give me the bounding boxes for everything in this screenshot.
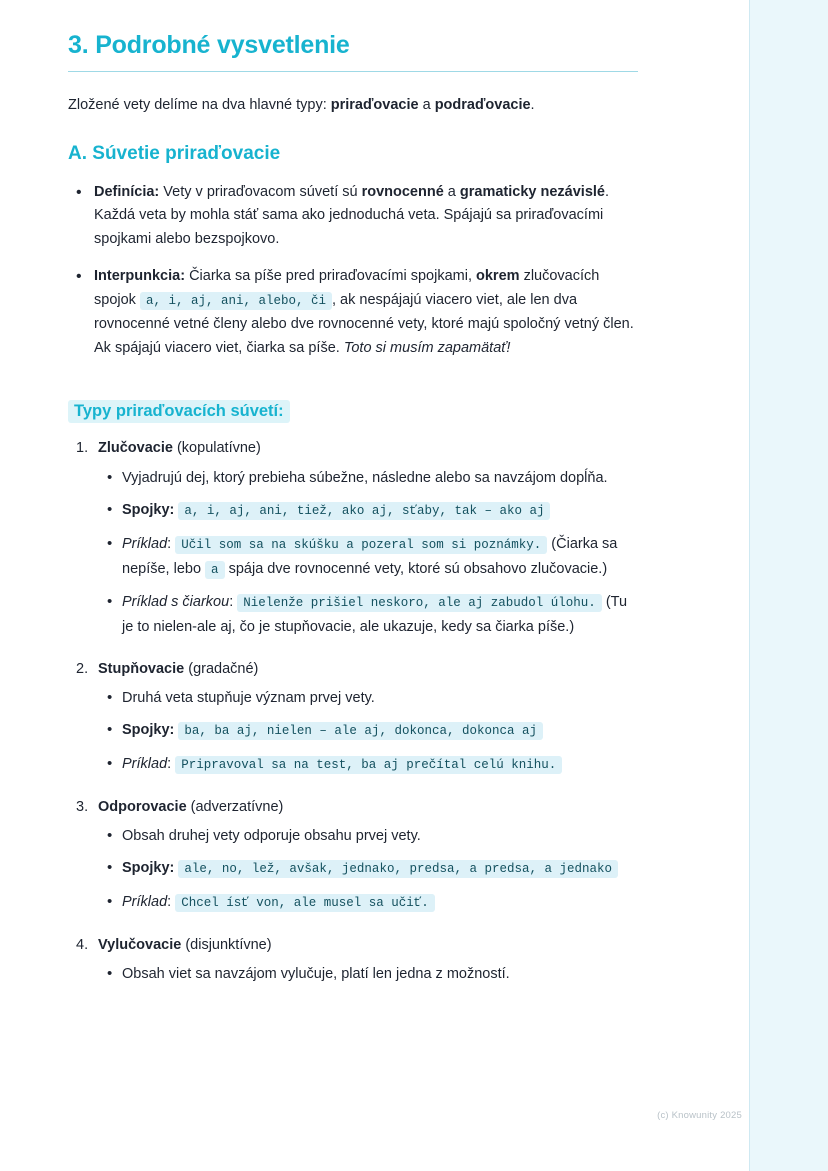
type-4-desc: Obsah viet sa navzájom vylučuje, platí len jedna z možností. bbox=[122, 966, 510, 983]
type-paren-2: (gradačné) bbox=[184, 660, 259, 677]
intro-text-1: Zložené vety delíme na dva hlavné typy: bbox=[68, 97, 331, 114]
section-heading-a: A. Súvetie priraďovacie bbox=[68, 142, 281, 164]
type-item-zlucovacie bbox=[98, 437, 638, 639]
priklad-label-1: Príklad bbox=[122, 535, 168, 552]
bullet-interpunkcia bbox=[90, 265, 638, 360]
intro-text-2: a bbox=[418, 97, 435, 114]
type-item-odporovacie bbox=[98, 796, 638, 916]
priklad-sep-3: : bbox=[167, 755, 172, 772]
bullet-definicia-t2: a bbox=[443, 183, 460, 200]
priklad-label-3: Príklad bbox=[122, 755, 168, 772]
watermark: (c) Knowunity 2025 bbox=[657, 1110, 742, 1121]
bullet-interpunkcia-b1: okrem bbox=[476, 268, 520, 285]
bullet-definicia-b1: rovnocenné bbox=[361, 183, 444, 200]
list-item bbox=[120, 467, 638, 490]
type-3-desc: Obsah druhej vety odporuje obsahu prvej vety. bbox=[122, 827, 421, 844]
list-item-priklad bbox=[120, 753, 638, 778]
type-2-sublist bbox=[98, 687, 638, 778]
spojky-label-2: Spojky: bbox=[122, 722, 175, 739]
priklad-label-2: Príklad s čiarkou bbox=[122, 594, 230, 611]
page-title: 3. Podrobné vysvetlenie bbox=[68, 31, 350, 59]
list-item-priklad bbox=[120, 533, 638, 583]
right-decorative-pane bbox=[749, 0, 828, 1171]
list-item-priklad-ciarka bbox=[120, 591, 638, 639]
code-chip-spojky-2: ba, ba aj, nielen – ale aj, dokonca, dokonca aj bbox=[178, 722, 543, 740]
priklad-after-1a: (Čiarka sa nepíše, lebo bbox=[122, 535, 618, 577]
type-head-2 bbox=[98, 658, 638, 681]
priklad-after-1b: spája dve rovnocenné vety, ktoré sú obsahovo zlučovacie.) bbox=[224, 560, 608, 577]
title-divider bbox=[68, 71, 638, 72]
type-paren-4: (disjunktívne) bbox=[181, 936, 272, 953]
type-head-4 bbox=[98, 934, 638, 957]
bullet-definicia bbox=[90, 181, 638, 251]
document-content bbox=[68, 30, 638, 1005]
spojky-label-1: Spojky: bbox=[122, 502, 175, 519]
intro-text-3: . bbox=[530, 97, 535, 114]
section-a-bullets bbox=[68, 181, 638, 361]
intro-paragraph bbox=[68, 94, 638, 116]
type-head-1 bbox=[98, 437, 638, 460]
type-name-4: Vylučovacie bbox=[98, 936, 182, 953]
code-chip-priklad-2: Nielenže prišiel neskoro, ale aj zabudol úlohu. bbox=[237, 594, 602, 612]
type-item-vylucovacie bbox=[98, 934, 638, 987]
intro-bold-1: priraďovacie bbox=[330, 97, 419, 114]
bullet-interpunkcia-t1: Čiarka sa píše pred priraďovacími spojkami, bbox=[185, 268, 477, 285]
spojky-label-3: Spojky: bbox=[122, 860, 175, 877]
code-chip-spojky-zluc: a, i, aj, ani, alebo, či bbox=[140, 292, 332, 310]
bullet-definicia-t1: Vety v priraďovacom súvetí sú bbox=[159, 183, 362, 200]
priklad-sep-2: : bbox=[229, 594, 234, 611]
type-head-3 bbox=[98, 796, 638, 819]
priklad-label-4: Príklad bbox=[122, 894, 168, 911]
type-2-desc: Druhá veta stupňuje význam prvej vety. bbox=[122, 689, 375, 706]
type-4-sublist bbox=[98, 963, 638, 986]
code-chip-spojky-3: ale, no, lež, avšak, jednako, predsa, a predsa, a jednako bbox=[178, 860, 618, 878]
types-heading: Typy priraďovacích súvetí: bbox=[68, 400, 290, 423]
types-list bbox=[68, 437, 638, 986]
type-1-desc: Vyjadrujú dej, ktorý prebieha súbežne, následne alebo sa navzájom dopĺňa. bbox=[122, 469, 608, 486]
bullet-interpunkcia-note: Toto si musím zapamätať! bbox=[343, 339, 511, 356]
type-paren-1: (kopulatívne) bbox=[172, 440, 261, 457]
bullet-interpunkcia-t3: , ak nespájajú viacero viet, ale len dva rovnocenné vetné členy alebo dve rovnocenné vety, ktoré majú spoločný vetný člen. Ak spájajú viacero viet, čiarka sa píše. bbox=[94, 291, 634, 356]
intro-bold-2: podraďovacie bbox=[434, 97, 531, 114]
list-item bbox=[120, 825, 638, 848]
type-name-3: Odporovacie bbox=[98, 798, 187, 815]
bullet-interpunkcia-label: Interpunkcia: bbox=[94, 268, 186, 285]
bullet-definicia-b2: gramaticky nezávislé bbox=[459, 183, 605, 200]
code-chip-priklad-1b: a bbox=[205, 561, 225, 579]
list-item-spojky bbox=[120, 719, 638, 744]
type-1-sublist bbox=[98, 467, 638, 640]
priklad-sep-4: : bbox=[167, 894, 172, 911]
type-item-stupnovacie bbox=[98, 658, 638, 778]
code-chip-priklad-3: Pripravoval sa na test, ba aj prečítal celú knihu. bbox=[175, 756, 562, 774]
type-3-sublist bbox=[98, 825, 638, 916]
code-chip-spojky-1: a, i, aj, ani, tiež, ako aj, sťaby, tak – ako aj bbox=[178, 502, 550, 520]
list-item-priklad bbox=[120, 891, 638, 916]
priklad-after-2: (Tu je to nielen-ale aj, čo je stupňovacie, ale ukazuje, kedy sa čiarka píše.) bbox=[122, 594, 628, 636]
list-item bbox=[120, 963, 638, 986]
code-chip-priklad-4: Chcel ísť von, ale musel sa učiť. bbox=[175, 894, 435, 912]
list-item-spojky bbox=[120, 499, 638, 524]
type-name-2: Stupňovacie bbox=[98, 660, 185, 677]
bullet-interpunkcia-t2: zlučovacích spojok bbox=[94, 268, 600, 308]
bullet-definicia-label: Definícia: bbox=[94, 183, 160, 200]
type-name-1: Zlučovacie bbox=[98, 440, 173, 457]
priklad-sep-1: : bbox=[167, 535, 172, 552]
list-item bbox=[120, 687, 638, 710]
type-paren-3: (adverzatívne) bbox=[186, 798, 284, 815]
bullet-definicia-t3: . Každá veta by mohla stáť sama ako jednoduchá veta. Spájajú sa priraďovacími spojkami alebo bezspojkovo. bbox=[94, 183, 610, 247]
list-item-spojky bbox=[120, 857, 638, 882]
code-chip-priklad-1: Učil som sa na skúšku a pozeral som si poznámky. bbox=[175, 536, 547, 554]
